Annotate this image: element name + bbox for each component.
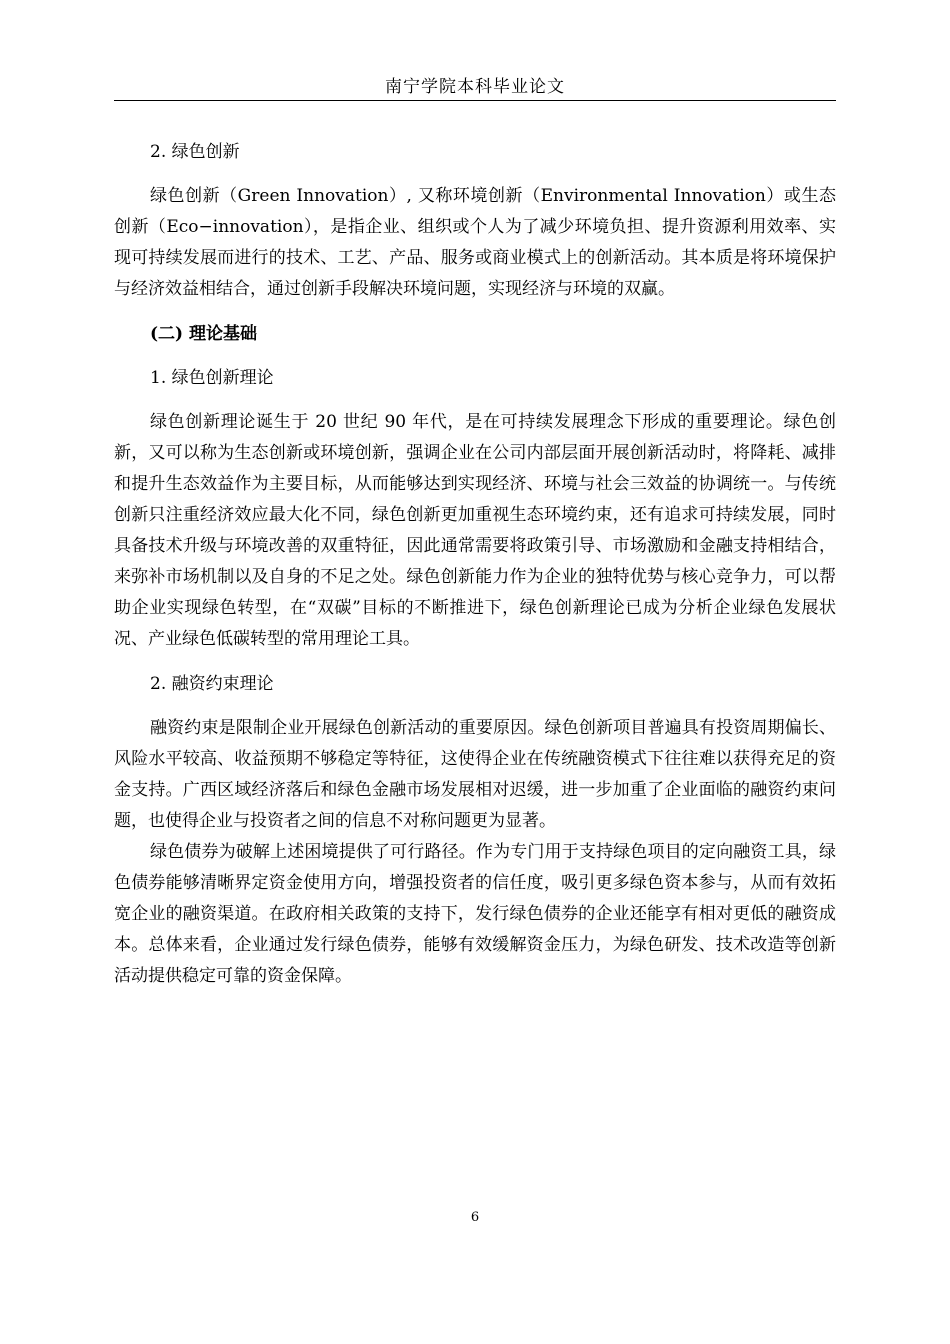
section-heading-theory: (二) 理论基础 <box>150 324 258 344</box>
paragraph-green-innovation: 绿色创新（Green Innovation）, 又称环境创新（Environmental Innovation）或生态创新（Eco−innovation），是指企业、组织或个人为了减少环境负担、提升资源利用效率、实现可持续发展而进行的技术、工艺、产品、服务或商业模式上的创新活动。其本质是将环境保护与经济效益相结合，通过创新手段解决环境问题，实现经济与环境的双赢。 <box>114 186 836 299</box>
paragraph-financing-2: 绿色债券为破解上述困境提供了可行路径。作为专门用于支持绿色项目的定向融资工具，绿色债券能够清晰界定资金使用方向，增强投资者的信任度，吸引更多绿色资本参与，从而有效拓宽企业的融资渠道。在政府相关政策的支持下，发行绿色债券的企业还能享有相对更低的融资成本。总体来看，企业通过发行绿色债券，能够有效缓解资金压力，为绿色研发、技术改造等创新活动提供稳定可靠的资金保障。 <box>114 842 836 986</box>
paragraph-green-theory: 绿色创新理论诞生于 20 世纪 90 年代，是在可持续发展理念下形成的重要理论。绿色创新，又可以称为生态创新或环境创新，强调企业在公司内部层面开展创新活动时，将降耗、减排和提升生态效益作为主要目标，从而能够达到实现经济、环境与社会三效益的协调统一。与传统创新只注重经济效应最大化不同，绿色创新更加重视生态环境约束，还有追求可持续发展，同时具备技术升级与环境改善的双重特征，因此通常需要将政策引导、市场激励和金融支持相结合，来弥补市场机制以及自身的不足之处。绿色创新能力作为企业的独特优势与核心竞争力，可以帮助企业实现绿色转型，在“双碳”目标的不断推进下，绿色创新理论已成为分析企业绿色发展状况、产业绿色低碳转型的常用理论工具。 <box>114 412 836 649</box>
paragraph-financing-1: 融资约束是限制企业开展绿色创新活动的重要原因。绿色创新项目普遍具有投资周期偏长、风险水平较高、收益预期不够稳定等特征，这使得企业在传统融资模式下往往难以获得充足的资金支持。广西区域经济落后和绿色金融市场发展相对迟缓，进一步加重了企业面临的融资约束问题，也使得企业与投资者之间的信息不对称问题更为显著。 <box>114 718 836 831</box>
section-heading-financing: 2. 融资约束理论 <box>150 674 274 694</box>
section-heading-green-theory: 1. 绿色创新理论 <box>150 368 274 388</box>
header-rule <box>114 100 836 101</box>
page-number: 6 <box>470 1210 480 1225</box>
section-heading-green-innovation: 2. 绿色创新 <box>150 142 240 162</box>
page-content <box>114 137 836 992</box>
page-header-title: 南宁学院本科毕业论文 <box>385 77 565 97</box>
